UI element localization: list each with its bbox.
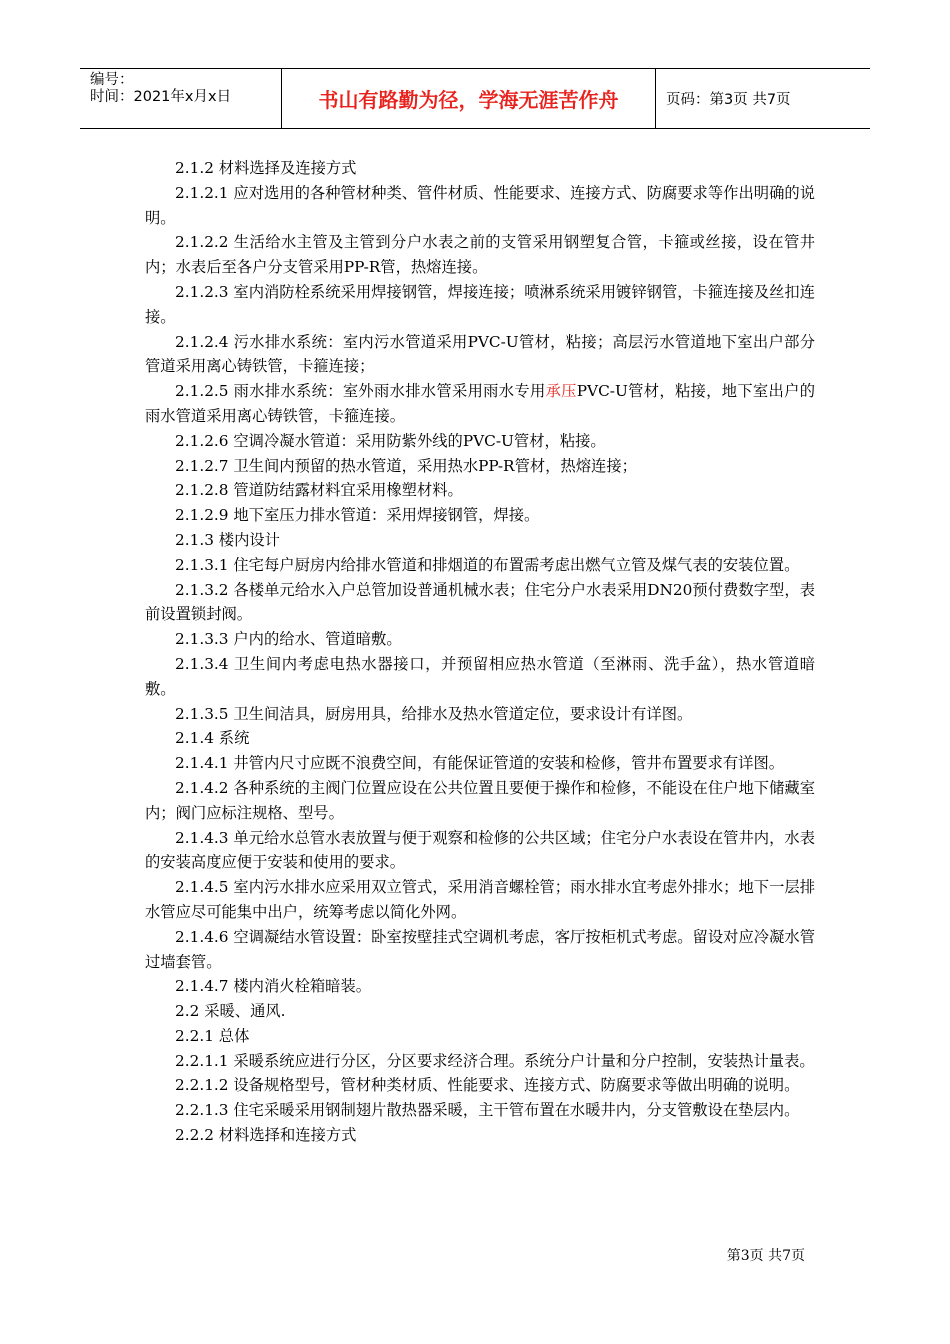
paragraph-rain-drainage: [145, 379, 815, 429]
paragraph: 2.1.3.3 户内的给水、管道暗敷。: [175, 630, 402, 649]
paragraph: 2.2.1.1 采暖系统应进行分区，分区要求经济合理。系统分户计量和分户控制，安装热计量表。: [175, 1051, 815, 1070]
paragraph: 2.1.4.7 楼内消火栓箱暗装。: [175, 977, 372, 996]
section-heading: 2.2 采暖、通风.: [175, 1002, 286, 1021]
section-heading: 2.1.3 楼内设计: [175, 530, 280, 549]
section-heading: 2.1.4 系统: [175, 729, 250, 748]
paragraph: 2.1.2.9 地下室压力排水管道：采用焊接钢管，焊接。: [175, 506, 540, 525]
highlighted-text: 承压: [545, 382, 577, 401]
paragraph: 2.1.4.2 各种系统的主阀门位置应设在公共位置且要便于操作和检修，不能设在住户地下储藏室内；阀门应标注规格、型号。: [145, 778, 815, 822]
section-heading: 2.2.1 总体: [175, 1026, 250, 1045]
paragraph: 2.1.4.6 空调凝结水管设置：卧室按壁挂式空调机考虑，客厅按柜机式考虑。留设对应冷凝水管过墙套管。: [145, 927, 815, 971]
paragraph: 2.1.2.7 卫生间内预留的热水管道，采用热水PP-R管材，热熔连接；: [175, 456, 637, 475]
paragraph-text: 2.1.2.5 雨水排水系统：室外雨水排水管采用雨水专用: [175, 382, 546, 401]
paragraph: 2.1.4.5 室内污水排水应采用双立管式，采用消音螺栓管；雨水排水宜考虑外排水；地下一层排水管应尽可能集中出户，统筹考虑以简化外网。: [145, 878, 815, 921]
page-header: [80, 68, 870, 129]
paragraph: 2.1.2.1 应对选用的各种管材种类、管件材质、性能要求、连接方式、防腐要求等作出明确的说明。: [145, 183, 815, 227]
document-number-label: 编号：: [90, 72, 134, 88]
page-footer-number: 第3页 共7页: [726, 1248, 805, 1264]
header-page-label: 页码：第3页 共7页: [666, 92, 791, 108]
paragraph: 2.1.2.3 室内消防栓系统采用焊接钢管，焊接连接；喷淋系统采用镀锌钢管，卡箍连接及丝扣连接。: [145, 282, 815, 326]
paragraph: 2.1.3.1 住宅每户厨房内给排水管道和排烟道的布置需考虑出燃气立管及煤气表的安装位置。: [175, 555, 800, 574]
paragraph: 2.2.1.3 住宅采暖采用钢制翅片散热器采暖，主干管布置在水暖井内，分支管敷设在垫层内。: [175, 1101, 800, 1120]
document-date-label: 时间：2021年x月x日: [90, 89, 232, 105]
paragraph: 2.1.3.2 各楼单元给水入户总管加设普通机械水表；住宅分户水表采用DN20预付费数字型，表前设置锁封阀。: [145, 580, 815, 624]
paragraph: 2.1.3.4 卫生间内考虑电热水器接口，并预留相应热水管道（至淋雨、洗手盆），热水管道暗敷。: [145, 654, 815, 698]
paragraph: 2.2.1.2 设备规格型号，管材种类材质、性能要求、连接方式、防腐要求等做出明确的说明。: [175, 1076, 800, 1095]
paragraph: 2.1.2.8 管道防结露材料宜采用橡塑材料。: [175, 481, 463, 500]
paragraph: 2.1.2 材料选择及连接方式: [175, 159, 357, 177]
paragraph-text: PVC-U管材，粘接，地下室出户的雨水管道采用离心铸铁管，卡箍连接。: [145, 382, 815, 425]
paragraph: 2.1.2.4 污水排水系统：室内污水管道采用PVC-U管材，粘接；高层污水管道地下室出户部分管道采用离心铸铁管，卡箍连接；: [145, 332, 815, 376]
header-motto: 书山有路勤为径，学海无涯苦作舟: [282, 69, 656, 128]
paragraph: 2.1.4.1 井管内尺寸应既不浪费空间，有能保证管道的安装和检修，管井布置要求有详图。: [175, 754, 785, 773]
document-body: [145, 156, 815, 1148]
paragraph: 2.1.3.5 卫生间洁具，厨房用具，给排水及热水管道定位，要求设计有详图。: [175, 704, 693, 723]
section-heading: 2.2.2 材料选择和连接方式: [175, 1126, 357, 1145]
header-meta-cell: [80, 69, 282, 128]
paragraph: 2.1.2.2 生活给水主管及主管到分户水表之前的支管采用钢塑复合管，卡箍或丝接，设在管井内；水表后至各户分支管采用PP-R管，热熔连接。: [145, 233, 815, 277]
paragraph: 2.1.4.3 单元给水总管水表放置与便于观察和检修的公共区域；住宅分户水表设在管井内，水表的安装高度应便于安装和使用的要求。: [145, 828, 815, 872]
paragraph: 2.1.2.6 空调冷凝水管道：采用防紫外线的PVC-U管材，粘接。: [175, 431, 606, 450]
